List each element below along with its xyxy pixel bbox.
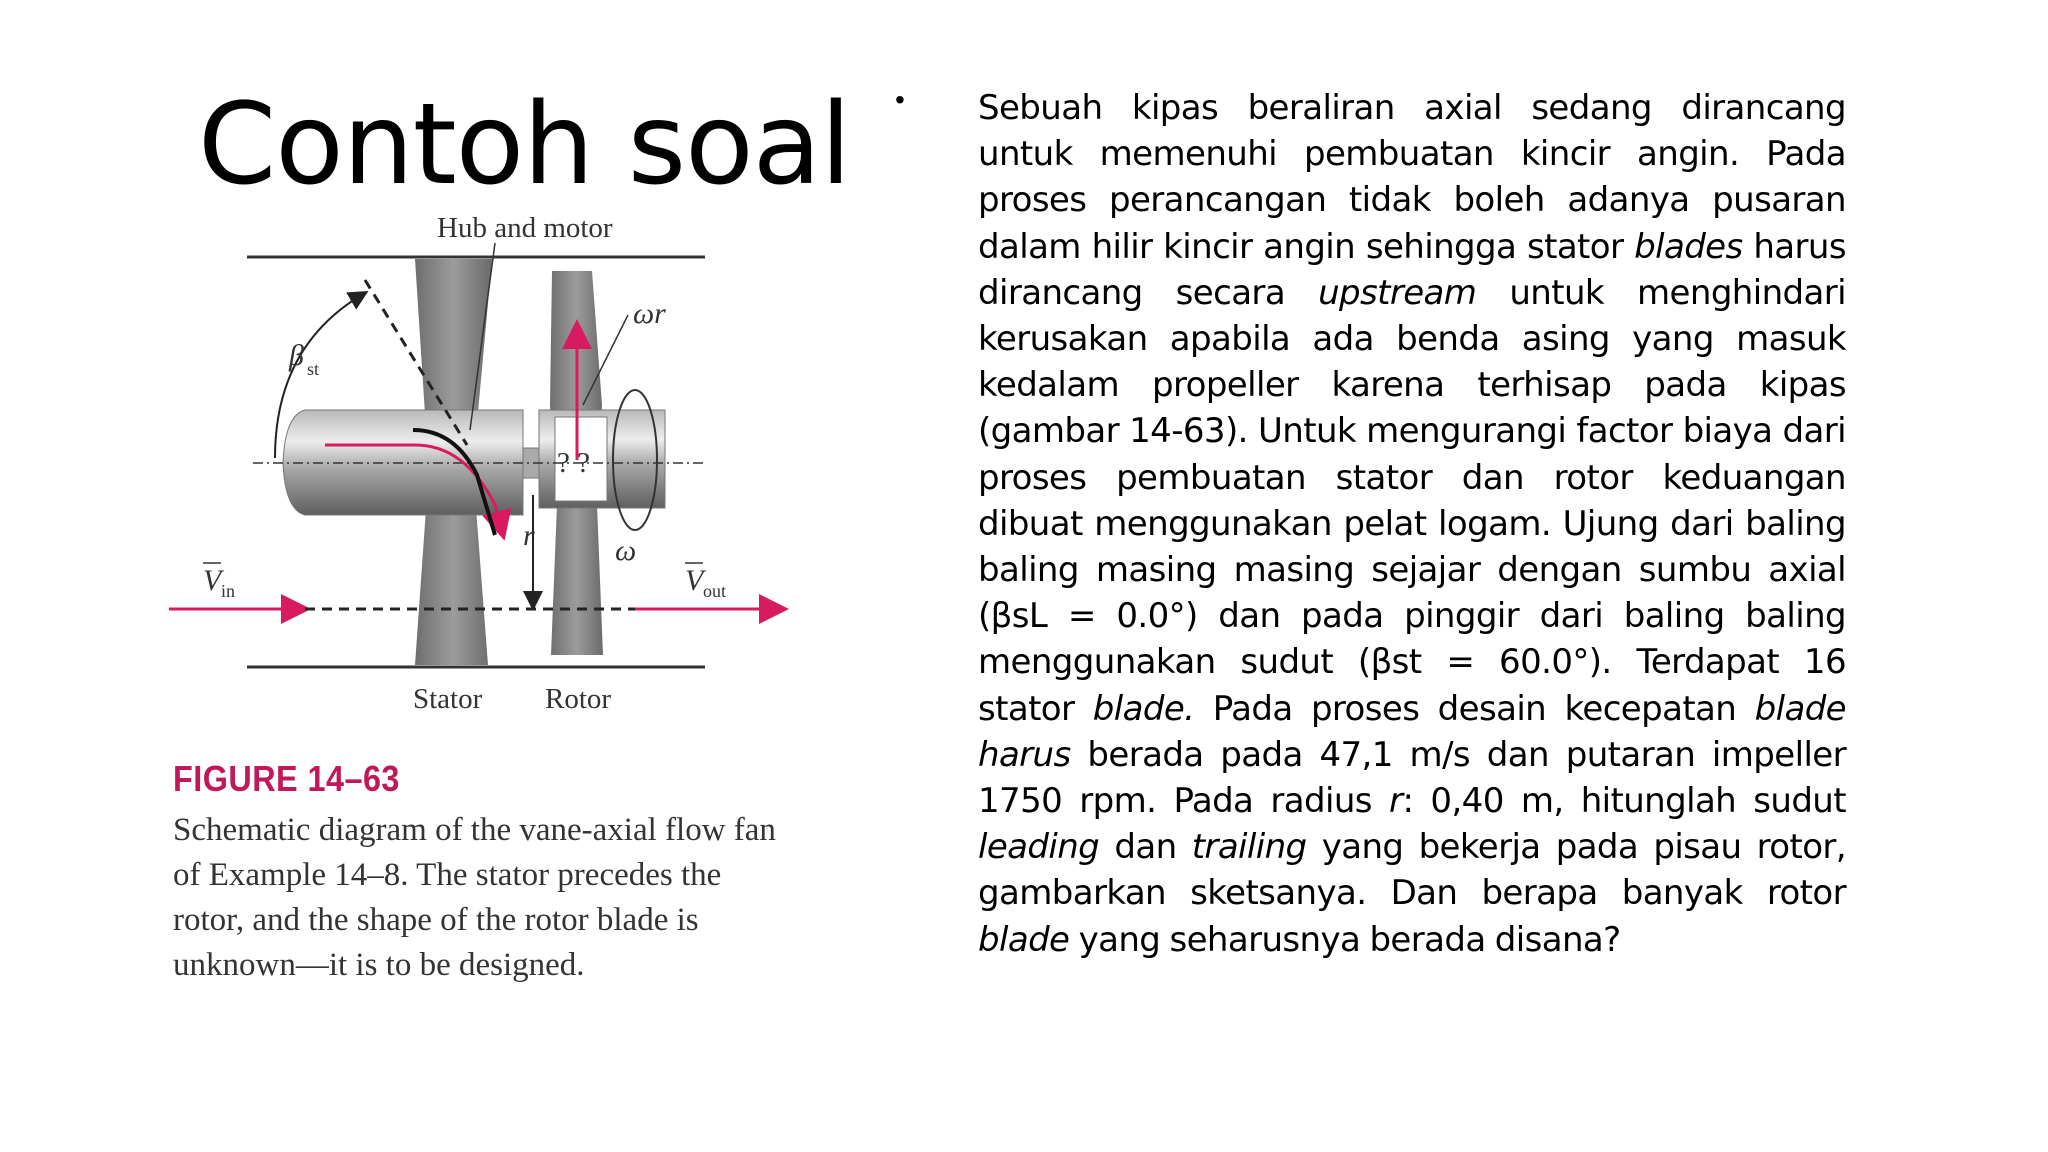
slide-title: Contoh soal <box>198 80 851 210</box>
problem-text-segment: r <box>1389 781 1403 822</box>
problem-text-segment: blade harus <box>978 688 1846 775</box>
rotor-label: Rotor <box>545 683 612 715</box>
problem-text-segment: Sebuah kipas beraliran axial sedang dirancang untuk memenuhi pembuatan kincir angin. Pada proses perancangan tidak boleh adanya pusaran dalam hilir kincir angin sehingga stator <box>978 88 1846 267</box>
problem-text-segment: dan <box>1099 827 1192 868</box>
problem-text-segment: blade <box>978 919 1070 960</box>
problem-text-segment: blade. <box>1092 688 1195 729</box>
problem-text-segment: blades <box>1634 226 1743 267</box>
figure-caption: Schematic diagram of the vane-axial flow fan of Example 14–8. The stator precedes the rotor, and the shape of the rotor blade is unknown—it is to be designed. <box>173 812 776 983</box>
problem-text-segment: harus dirancang secara <box>978 226 1846 313</box>
v-out-symbol: V <box>685 564 704 597</box>
fan-schematic-figure <box>165 205 805 765</box>
rotor-unknown-label: ? ? <box>557 447 590 479</box>
v-in-subscript: in <box>221 581 236 601</box>
beta-symbol: β <box>289 339 304 372</box>
radius-label: r <box>523 519 535 552</box>
problem-text-segment: berada pada 47,1 m/s dan putaran impeller 1750 rpm. Pada radius <box>978 734 1846 822</box>
problem-text-segment: yang seharusnya berada disana? <box>1069 919 1621 960</box>
problem-statement <box>978 85 1846 963</box>
problem-text-segment: untuk menghindari kerusakan apabila ada benda asing yang masuk kedalam propeller karena terhisap pada kipas (gambar 14-63). Untuk mengurangi factor biaya dari proses pembuatan stator dan rotor keduangan dibuat menggunakan pelat logam. Ujung dari baling baling masing masing sejajar dengan sumbu axial (βsL = 0.0°) dan pada pinggir dari baling baling menggunakan sudut (βst = 60.0°). Terdapat 16 stator <box>978 272 1846 729</box>
problem-text-segment: Pada proses desain kecepatan <box>1194 688 1755 729</box>
beta-subscript: st <box>307 359 320 379</box>
hub-motor-label: Hub and motor <box>437 212 613 244</box>
stator-label: Stator <box>413 683 483 715</box>
bullet-marker: • <box>895 84 905 115</box>
fan-schematic-diagram <box>165 205 805 765</box>
v-out-subscript: out <box>703 581 727 601</box>
problem-text-segment: : 0,40 m, hitunglah sudut <box>1402 781 1846 822</box>
omega-r-label: ωr <box>633 297 666 330</box>
problem-text-segment: leading <box>978 827 1100 868</box>
figure-label: FIGURE 14–63 <box>173 758 400 799</box>
omega-label: ω <box>615 534 637 567</box>
problem-text-segment: upstream <box>1318 272 1477 313</box>
problem-text-segment: yang bekerja pada pisau rotor, gambarkan sketsanya. Dan berapa banyak rotor <box>978 827 1846 914</box>
v-in-symbol: V <box>203 564 222 597</box>
problem-text-segment: trailing <box>1191 827 1307 868</box>
